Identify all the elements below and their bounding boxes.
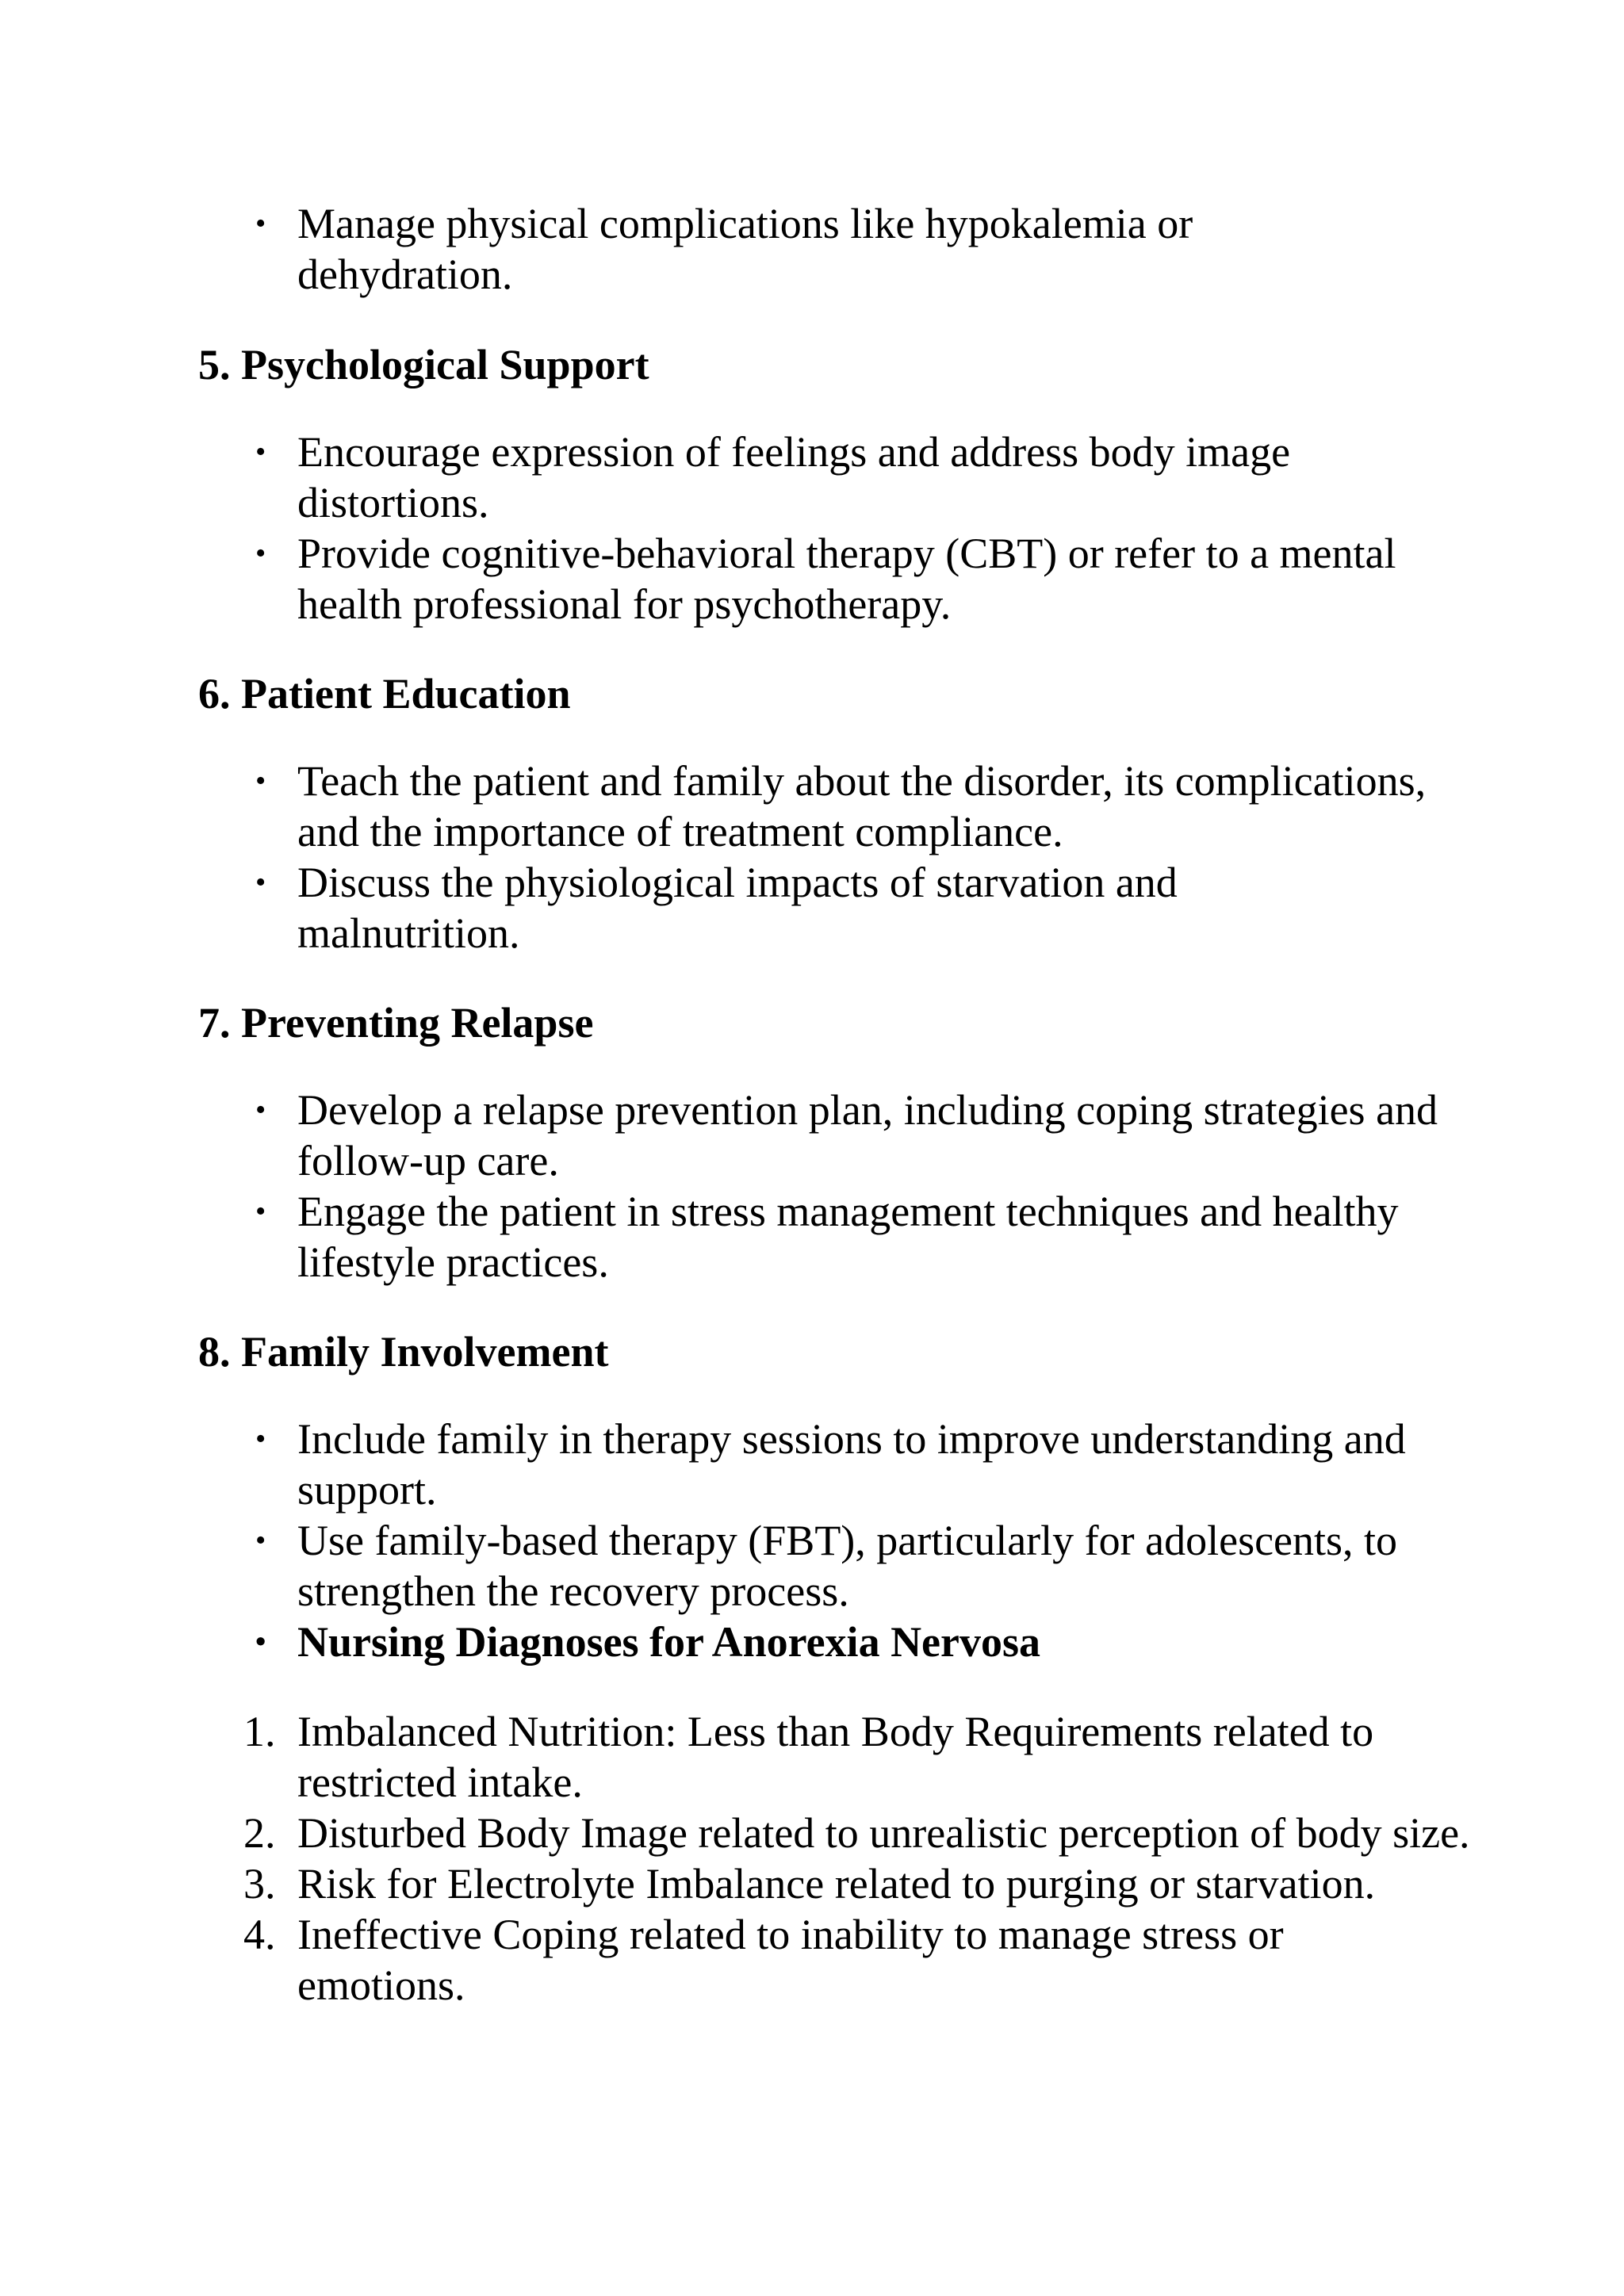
- preventing-relapse-list: [255, 1085, 1471, 1288]
- list-number: 2.: [243, 1809, 276, 1857]
- list-item: • Encourage expression of feelings and address body image distortions.: [255, 428, 1291, 526]
- list-number: 3.: [243, 1860, 276, 1908]
- section-heading-psychological-support: 5. Psychological Support: [198, 341, 649, 388]
- intro-bullet-list: [255, 198, 1471, 300]
- bullet-icon: •: [255, 1422, 266, 1456]
- bullet-icon: •: [255, 1195, 266, 1228]
- bullet-icon: •: [255, 537, 266, 570]
- family-involvement-list: [255, 1414, 1471, 1667]
- section-heading-preventing-relapse: 7. Preventing Relapse: [198, 999, 594, 1047]
- list-item: • Discuss the physiological impacts of starvation and malnutrition.: [255, 859, 1178, 957]
- list-item: • Include family in therapy sessions to improve understanding and support.: [255, 1415, 1406, 1513]
- section-heading-family-involvement: 8. Family Involvement: [198, 1328, 609, 1376]
- bullet-icon: •: [255, 1524, 266, 1557]
- list-item: • Nursing Diagnoses for Anorexia Nervosa: [255, 1618, 1041, 1666]
- patient-education-list: [255, 756, 1471, 959]
- list-item: • Manage physical complications like hypokalemia or dehydration.: [255, 200, 1193, 298]
- bullet-icon: •: [255, 1093, 266, 1127]
- list-item: 2. Disturbed Body Image related to unrealistic perception of body size.: [243, 1809, 1470, 1857]
- bullet-icon: •: [255, 866, 266, 899]
- list-item: • Provide cognitive-behavioral therapy (CBT) or refer to a mental health professional for psychotherapy.: [255, 530, 1396, 628]
- list-item: 1. Imbalanced Nutrition: Less than Body Requirements related to restricted intake.: [243, 1708, 1374, 1806]
- section-heading-patient-education: 6. Patient Education: [198, 670, 571, 718]
- list-item: • Develop a relapse prevention plan, including coping strategies and follow-up care.: [255, 1086, 1438, 1184]
- nursing-diagnoses-list: [243, 1706, 1471, 2011]
- list-item: • Use family-based therapy (FBT), particularly for adolescents, to strengthen the recovery process.: [255, 1517, 1398, 1615]
- bullet-icon: •: [255, 435, 266, 469]
- psychological-support-list: [255, 427, 1471, 629]
- bullet-icon: •: [255, 764, 266, 798]
- list-number: 4.: [243, 1911, 276, 1958]
- list-item: • Engage the patient in stress management techniques and healthy lifestyle practices.: [255, 1188, 1399, 1286]
- bullet-icon: •: [255, 207, 266, 240]
- list-item: 3. Risk for Electrolyte Imbalance related to purging or starvation.: [243, 1860, 1376, 1908]
- list-number: 1.: [243, 1708, 276, 1755]
- bullet-icon: •: [255, 1625, 266, 1659]
- list-item: • Teach the patient and family about the disorder, its complications, and the importance of treatment compliance.: [255, 757, 1427, 855]
- list-item: 4. Ineffective Coping related to inability to manage stress or emotions.: [243, 1911, 1284, 2009]
